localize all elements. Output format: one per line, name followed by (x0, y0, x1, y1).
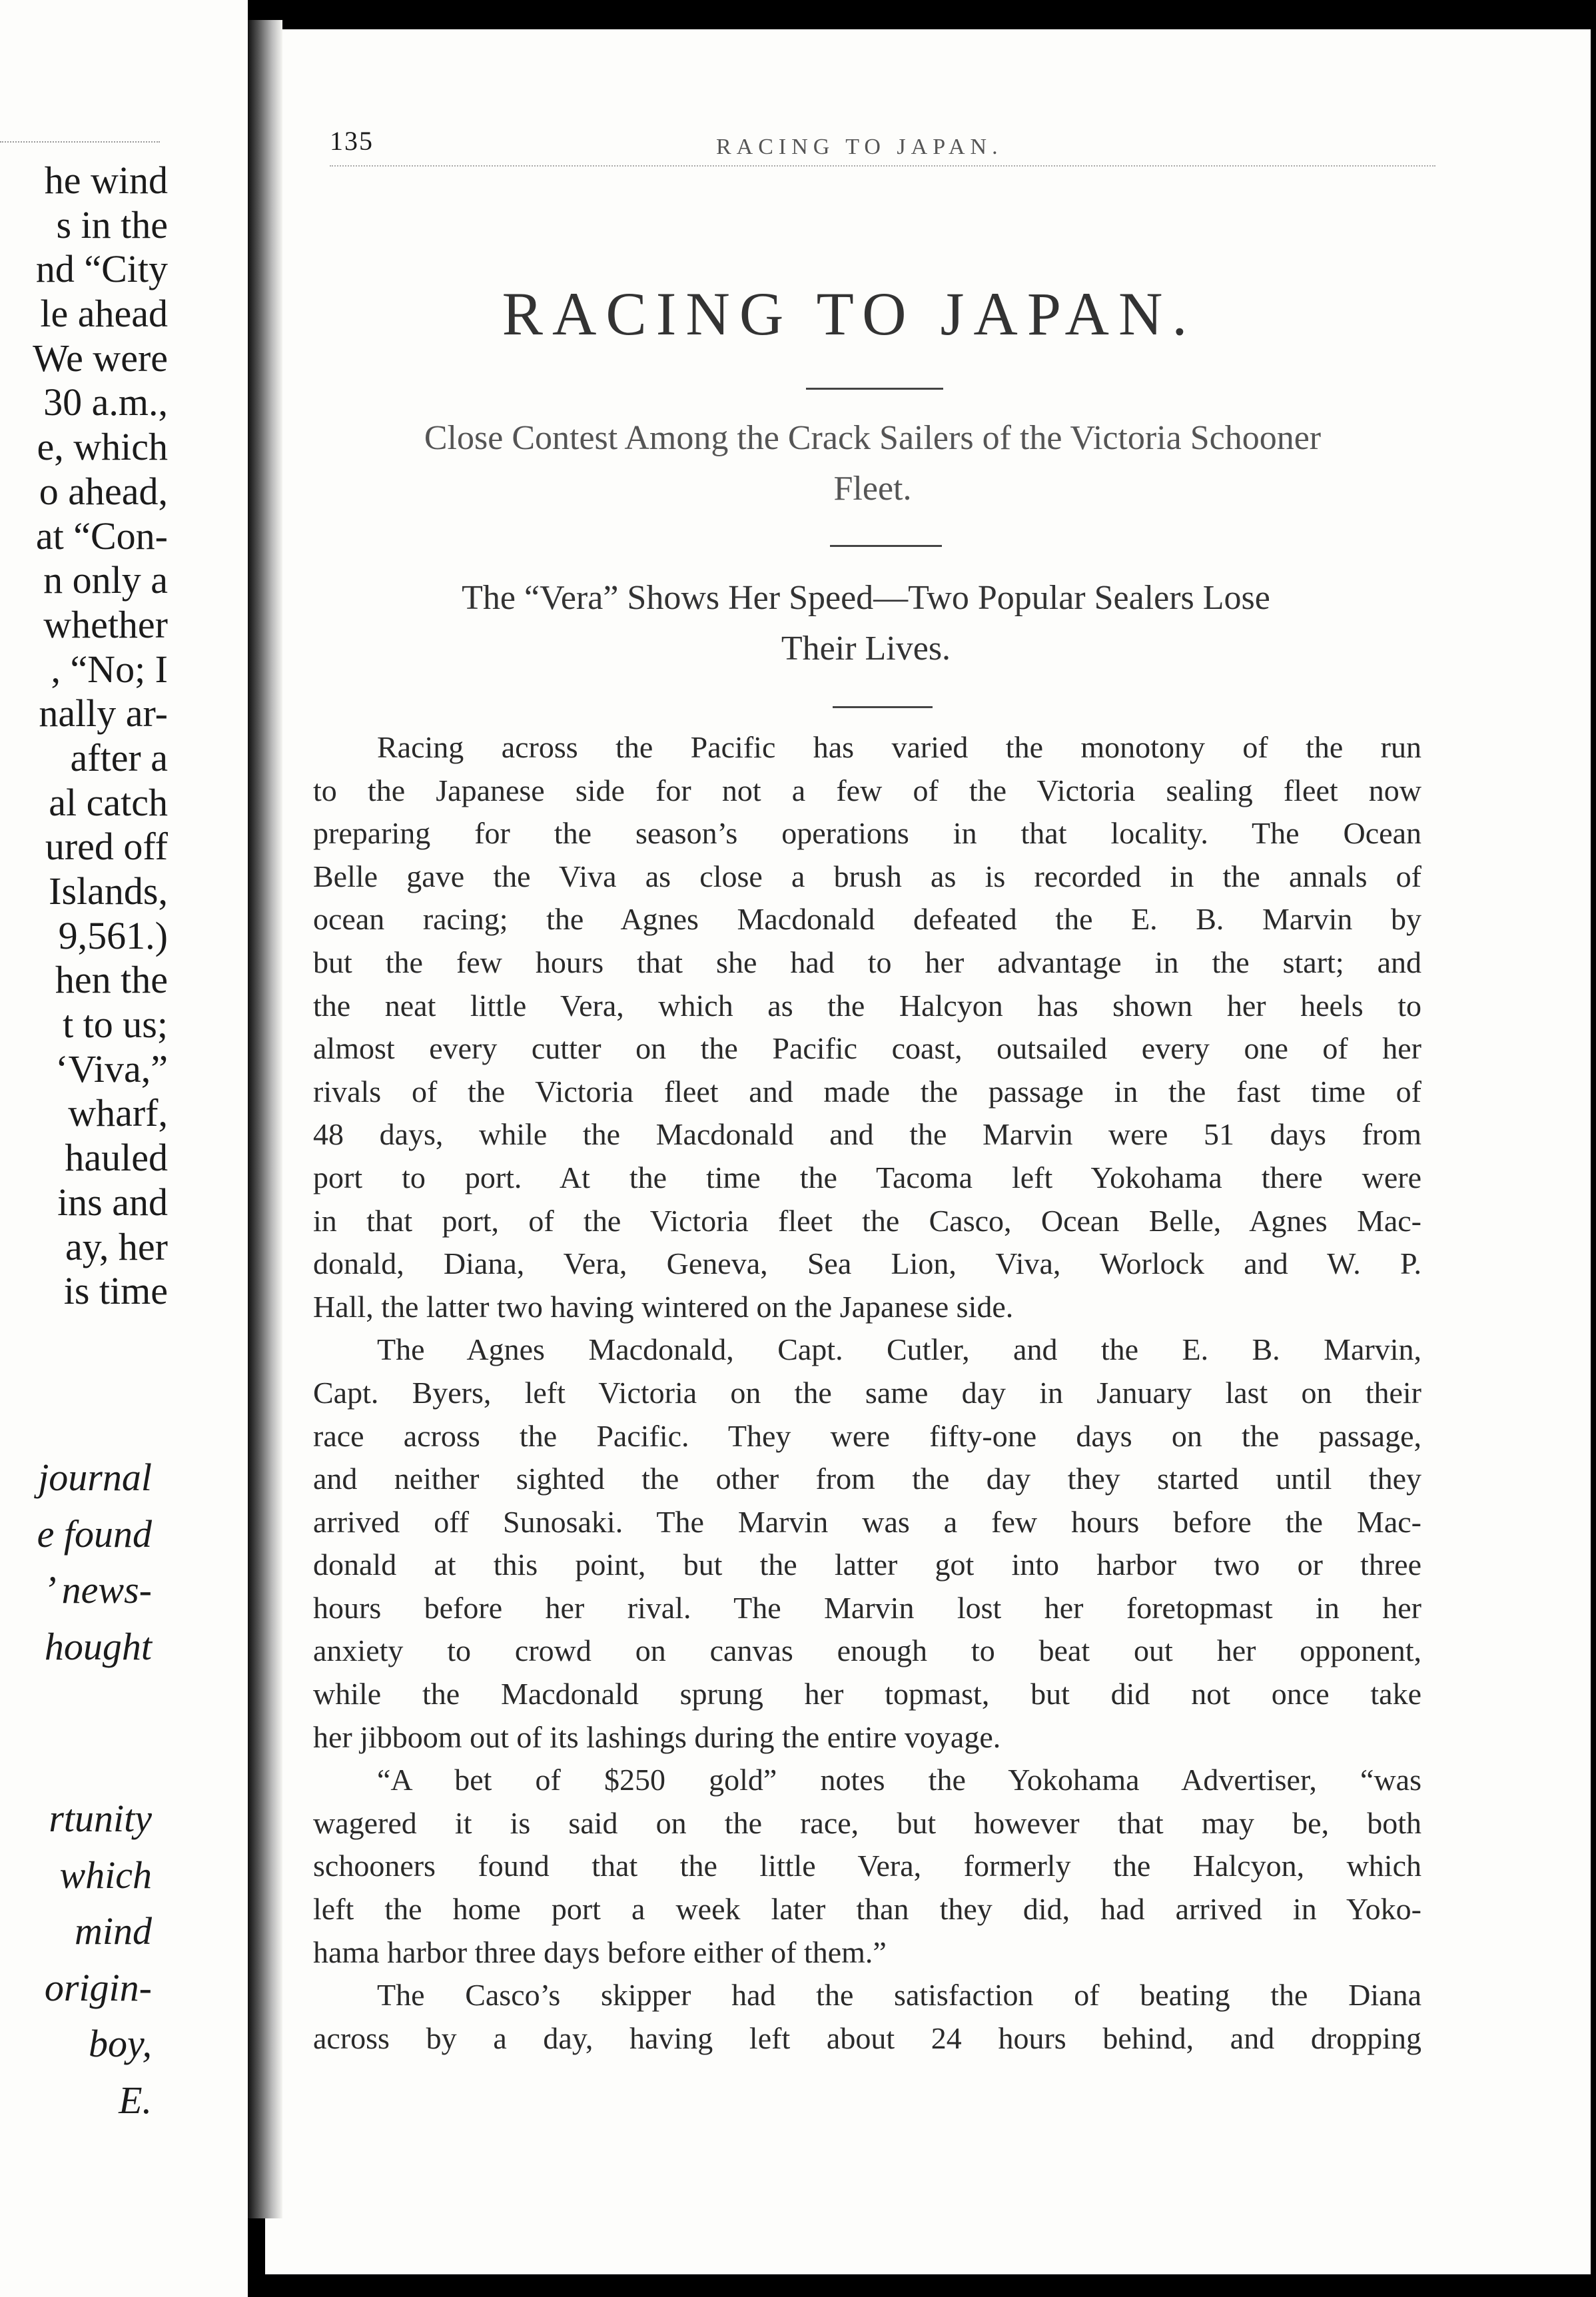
body-line: hama harbor three days before either of them.” (313, 1935, 887, 1969)
facing-line: o ahead, (39, 469, 168, 513)
facing-line: 30 a.m., (43, 380, 168, 424)
facing-line: al catch (49, 780, 168, 824)
facing-line: nd “City (35, 247, 168, 291)
facing-line: wharf, (68, 1091, 168, 1135)
facing-italic-line: origin- (44, 1965, 152, 2009)
facing-line: is time (63, 1269, 168, 1313)
body-line: The Agnes Macdonald, Capt. Cutler, and the E. B. Marvin, (377, 1332, 1421, 1367)
body-line: Belle gave the Viva as close a brush as is recorded in the annals of (313, 859, 1421, 893)
facing-line: hauled (65, 1136, 168, 1180)
facing-line: ured off (45, 825, 168, 869)
subheading-line: Close Contest Among the Crack Sailers of the Victoria Schooner (424, 419, 1322, 457)
subheading-rule (830, 545, 942, 547)
book-gutter (248, 20, 282, 2218)
body-line: to the Japanese side for not a few of the Victoria sealing fleet now (313, 773, 1421, 807)
facing-page (0, 0, 248, 2297)
facing-line: whether (43, 602, 168, 646)
subheading-line: Fleet. (833, 470, 912, 508)
facing-italic-line: rtunity (49, 1797, 152, 1840)
facing-line: n only a (43, 558, 168, 602)
facing-page-italic-text (0, 1450, 152, 2128)
body-line: hours before her rival. The Marvin lost her foretopmast in her (313, 1590, 1421, 1625)
facing-page-text (0, 159, 168, 1314)
subheading-rule (833, 706, 933, 708)
facing-italic-line: hought (44, 1624, 152, 1668)
body-line: Capt. Byers, left Victoria on the same day in January last on their (313, 1375, 1421, 1410)
title-rule (806, 388, 943, 390)
body-line: wagered it is said on the race, but however that may be, both (313, 1805, 1421, 1840)
running-head: RACING TO JAPAN. (716, 135, 1003, 159)
body-line: rivals of the Victoria fleet and made the passage in the fast time of (313, 1074, 1421, 1109)
facing-line: 9,561.) (58, 913, 168, 957)
body-line: left the home port a week later than they did, had arrived in Yoko- (313, 1892, 1421, 1927)
facing-line: hen the (55, 958, 168, 1002)
subheading-two (300, 573, 1432, 674)
facing-line: e, which (37, 425, 168, 469)
subheading-line: The “Vera” Shows Her Speed—Two Popular Sealers Lose (462, 579, 1270, 617)
body-line: preparing for the season’s operations in that locality. The Ocean (313, 816, 1421, 851)
paragraph-gap (0, 1675, 152, 1791)
body-line: her jibboom out of its lashings during the entire voyage. (313, 1719, 1001, 1754)
facing-line: s in the (56, 203, 168, 246)
facing-italic-line: e found (37, 1512, 152, 1556)
article-title: RACING TO JAPAN. (502, 280, 1197, 348)
facing-line: , “No; I (51, 647, 168, 691)
facing-italic-line: E. (119, 2078, 152, 2122)
subheading-line: Their Lives. (781, 630, 951, 668)
facing-line: ‘Viva,” (55, 1047, 168, 1091)
body-line: across by a day, having left about 24 hours behind, and dropping (313, 2021, 1421, 2055)
body-line: donald, Diana, Vera, Geneva, Sea Lion, Viva, Worlock and W. P. (313, 1246, 1421, 1281)
facing-line: We were (32, 336, 168, 380)
facing-line: t to us; (63, 1003, 168, 1047)
body-line: Racing across the Pacific has varied the monotony of the run (377, 730, 1421, 764)
facing-line: Islands, (49, 869, 168, 913)
facing-line: ins and (57, 1180, 168, 1224)
body-line: 48 days, while the Macdonald and the Marvin were 51 days from (313, 1117, 1421, 1152)
facing-line: at “Con- (35, 514, 168, 558)
body-line: while the Macdonald sprung her topmast, but did not once take (313, 1677, 1421, 1711)
body-line: The Casco’s skipper had the satisfaction of beating the Diana (377, 1978, 1421, 2013)
subheading-one (306, 413, 1439, 514)
facing-italic-line: ’ news- (43, 1568, 152, 1611)
body-line: “A bet of $250 gold” notes the Yokohama Advertiser, “was (377, 1763, 1421, 1797)
body-line: ocean racing; the Agnes Macdonald defeated the E. B. Marvin by (313, 902, 1421, 937)
article-body (313, 726, 1421, 2060)
facing-italic-line: boy, (88, 2022, 152, 2065)
body-line: but the few hours that she had to her advantage in the start; and (313, 945, 1421, 979)
page-number: 135 (330, 126, 374, 156)
facing-italic-line: mind (75, 1909, 152, 1953)
body-line: almost every cutter on the Pacific coast, outsailed every one of her (313, 1031, 1421, 1066)
body-line: and neither sighted the other from the day they started until they (313, 1462, 1421, 1496)
body-line: donald at this point, but the latter got into harbor two or three (313, 1548, 1421, 1582)
body-line: the neat little Vera, which as the Halcyon has shown her heels to (313, 988, 1421, 1023)
body-line: in that port, of the Victoria fleet the Casco, Ocean Belle, Agnes Mac- (313, 1203, 1421, 1238)
facing-italic-line: which (59, 1853, 152, 1897)
facing-line: he wind (44, 159, 168, 202)
facing-page-rule (0, 141, 160, 143)
facing-line: after a (70, 735, 168, 779)
facing-line: ay, her (65, 1224, 168, 1268)
body-line: arrived off Sunosaki. The Marvin was a few hours before the Mac- (313, 1504, 1421, 1539)
body-line: anxiety to crowd on canvas enough to beat out her opponent, (313, 1633, 1421, 1668)
body-line: schooners found that the little Vera, formerly the Halcyon, which (313, 1849, 1421, 1883)
facing-line: le ahead (40, 292, 168, 336)
facing-italic-line: journal (38, 1456, 152, 1499)
body-line: Hall, the latter two having wintered on the Japanese side. (313, 1289, 1014, 1324)
body-line: port to port. At the time the Tacoma left Yokohama there were (313, 1160, 1421, 1194)
body-line: race across the Pacific. They were fifty-one days on the passage, (313, 1418, 1421, 1453)
facing-line: nally ar- (39, 691, 168, 735)
page-header (330, 125, 1435, 167)
